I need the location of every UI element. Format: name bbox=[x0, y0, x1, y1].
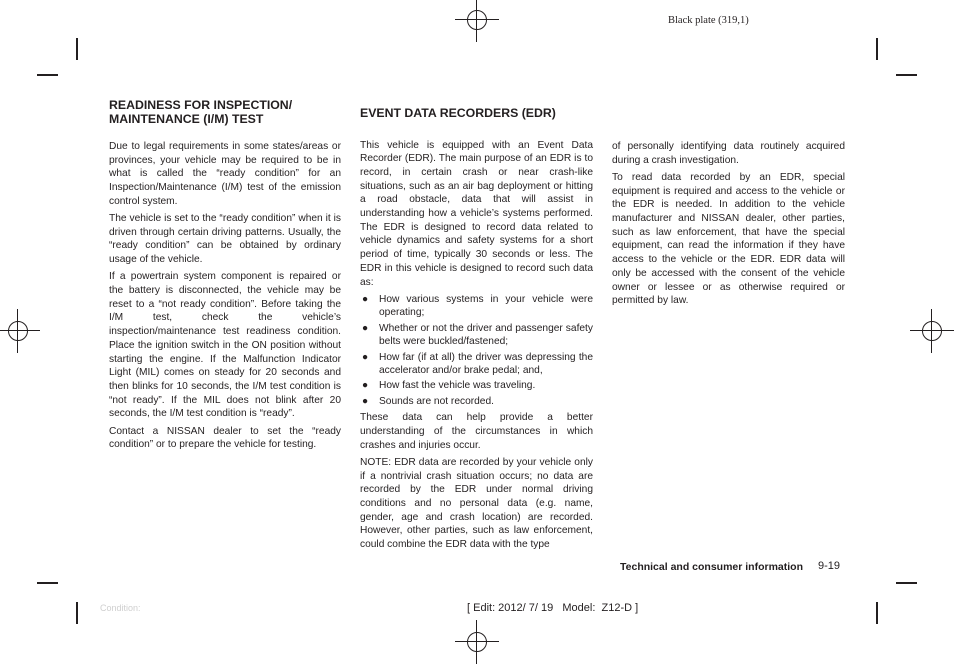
column-readiness bbox=[109, 99, 341, 455]
section-heading-readiness: READINESS FOR INSPECTION/ MAINTENANCE (I/M) TEST bbox=[109, 98, 293, 126]
crop-mark bbox=[76, 38, 78, 60]
registration-mark-bottom bbox=[455, 620, 499, 664]
bullet-icon: ● bbox=[362, 380, 369, 392]
list-item: ● Sounds are not recorded. bbox=[362, 395, 494, 407]
crop-mark bbox=[876, 38, 878, 60]
crop-mark bbox=[896, 582, 917, 584]
registration-mark-top bbox=[455, 0, 499, 42]
paragraph: To read data recorded by an EDR, special equipment is required and access to the vehicle or the EDR is needed. In addition to the vehicle manufacturer and NISSAN dealer, other parties, such as law enforcement, that have the special equipment, can read the information if they have access to the vehicle or the EDR. EDR data will only be accessed with the consent of the vehicle owner or lessee or as otherwise required or permitted by law. bbox=[612, 171, 845, 307]
paragraph: This vehicle is equipped with an Event Data Recorder (EDR). The main purpose of an EDR is to record, in certain crash or near crash-like situations, such as an air bag deployment or hitting a road obstacle, data that will assist in understanding how a vehicle’s systems performed. The EDR is designed to record data related to vehicle dynamics and safety systems for a short period of time, typically 30 seconds or less. The EDR in this vehicle is designed to record such data as: bbox=[360, 139, 593, 288]
registration-mark-right bbox=[910, 309, 954, 353]
crop-mark bbox=[876, 602, 878, 624]
crop-mark bbox=[896, 74, 917, 76]
condition-label: Condition: bbox=[100, 603, 141, 613]
list-item: ● How fast the vehicle was traveling. bbox=[362, 380, 536, 392]
plate-label: Black plate (319,1) bbox=[668, 15, 749, 26]
crop-mark bbox=[37, 582, 58, 584]
paragraph: Due to legal requirements in some states/areas or provinces, your vehicle may be required to be in what is called the “ready condition” for an Inspection/Maintenance (I/M) test of the emission control system. bbox=[109, 141, 341, 207]
paragraph: Contact a NISSAN dealer to set the “ready condition” or to prepare the vehicle for testing. bbox=[109, 425, 341, 451]
bullet-icon: ● bbox=[362, 293, 369, 305]
section-heading-edr: EVENT DATA RECORDERS (EDR) bbox=[360, 106, 556, 120]
bullet-icon: ● bbox=[362, 322, 369, 334]
crop-mark bbox=[37, 74, 58, 76]
crop-mark bbox=[76, 602, 78, 624]
paragraph: NOTE: EDR data are recorded by your vehicle only if a nontrivial crash situation occurs; no data are recorded by the EDR under normal driving conditions and no personal data (e.g. name, gender, age and crash location) are recorded. However, other parties, such as law enforcement, could combine the EDR data with the type bbox=[360, 456, 593, 551]
bullet-icon: ● bbox=[362, 351, 369, 363]
column-edr bbox=[360, 107, 593, 555]
page-number: 9-19 bbox=[818, 560, 841, 572]
paragraph: These data can help provide a better understanding of the circumstances in which crashes and injuries occur. bbox=[360, 412, 593, 451]
paragraph: of personally identifying data routinely acquired during a crash investigation. bbox=[612, 141, 845, 166]
edit-info: [ Edit: 2012/ 7/ 19 Model: Z12-D ] bbox=[467, 602, 639, 614]
bullet-icon: ● bbox=[362, 395, 369, 407]
registration-mark-left bbox=[0, 309, 40, 353]
list-item: ● How various systems in your vehicle were operating; bbox=[362, 293, 593, 319]
paragraph: The vehicle is set to the “ready condition” when it is driven through certain driving patterns. Usually, the “ready condition” can be obtained by ordinary usage of the vehicle. bbox=[109, 213, 341, 266]
column-edr-continued bbox=[612, 140, 845, 311]
paragraph: If a powertrain system component is repaired or the battery is disconnected, the vehicle may be reset to a “not ready condition”. Before taking the I/M test, check the vehicle’s inspection/maintenance test readiness condition. Place the ignition switch in the ON position without starting the engine. If the Malfunction Indicator Light (MIL) comes on steady for 20 seconds and then blinks for 10 seconds, the I/M test condition is “not ready”. If the MIL does not blink after 20 seconds, the I/M test condition is “ready”. bbox=[109, 271, 341, 420]
list-item: ● How far (if at all) the driver was depressing the accelerator and/or brake pedal; and, bbox=[362, 351, 593, 377]
list-item: ● Whether or not the driver and passenger safety belts were buckled/fastened; bbox=[362, 322, 593, 348]
edr-data-list bbox=[360, 293, 593, 409]
footer-section-title: Technical and consumer information bbox=[620, 561, 804, 573]
